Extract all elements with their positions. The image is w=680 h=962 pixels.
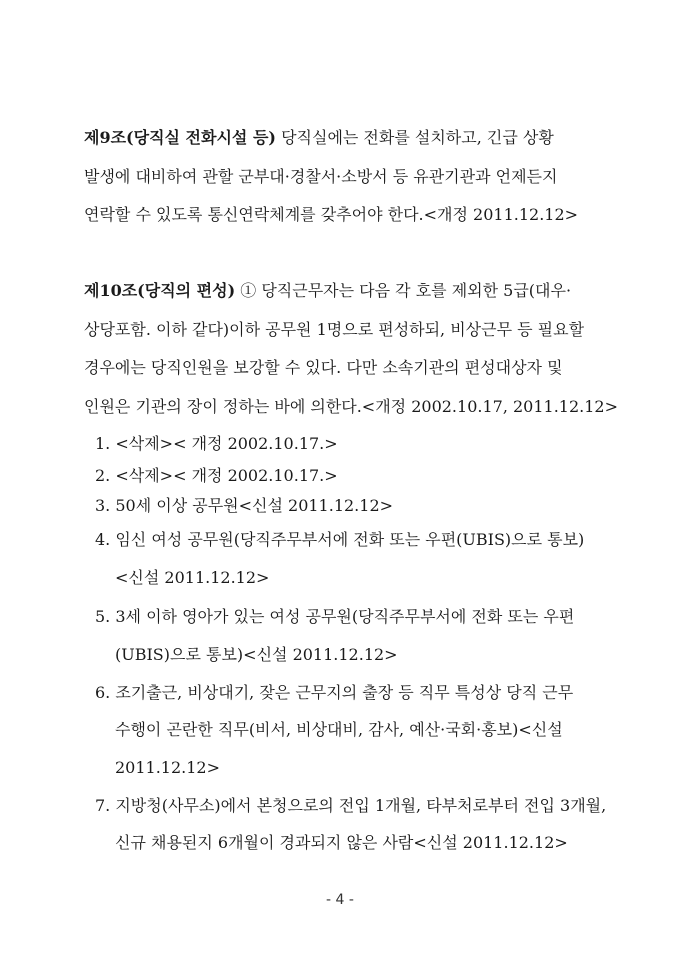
- page-number: - 4 -: [326, 892, 354, 908]
- article10-line-3: 경우에는 당직인원을 보강할 수 있다. 다만 소속기관의 편성대상자 및: [84, 358, 563, 377]
- article9-line-1: [84, 128, 554, 148]
- list-item-7-cont: 신규 채용된지 6개월이 경과되지 않은 사람<신설 2011.12.12>: [115, 833, 568, 852]
- article10-heading: 제10조(당직의 편성): [84, 281, 236, 300]
- article10-line-1: [84, 281, 571, 301]
- list-item-2: 2. <삭제>< 개정 2002.10.17.>: [95, 466, 338, 485]
- list-item-6-cont-2: 2011.12.12>: [115, 758, 221, 777]
- article9-line1-rest: 당직실에는 전화를 설치하고, 긴급 상황: [275, 128, 554, 147]
- list-item-6-cont-1: 수행이 곤란한 직무(비서, 비상대비, 감사, 예산·국회·홍보)<신설: [115, 720, 563, 739]
- list-item-3: 3. 50세 이상 공무원<신설 2011.12.12>: [95, 496, 394, 515]
- list-item-7: 7. 지방청(사무소)에서 본청으로의 전입 1개월, 타부처로부터 전입 3개월,: [95, 796, 607, 815]
- list-item-5-cont: (UBIS)으로 통보)<신설 2011.12.12>: [115, 645, 398, 664]
- article9-line-2: 발생에 대비하여 관할 군부대·경찰서·소방서 등 유관기관과 언제든지: [84, 167, 558, 186]
- list-item-6: 6. 조기출근, 비상대기, 잦은 근무지의 출장 등 직무 특성상 당직 근무: [95, 683, 574, 702]
- article9-heading: 제9조(당직실 전화시설 등): [84, 128, 276, 147]
- list-item-4: 4. 임신 여성 공무원(당직주무부서에 전화 또는 우편(UBIS)으로 통보): [95, 530, 585, 549]
- article10-line-4: 인원은 기관의 장이 정하는 바에 의한다.<개정 2002.10.17, 2011.12.12>: [84, 397, 619, 416]
- article10-line-2: 상당포함. 이하 같다)이하 공무원 1명으로 편성하되, 비상근무 등 필요할: [84, 320, 585, 339]
- article10-line1-rest: ① 당직근무자는 다음 각 호를 제외한 5급(대우·: [235, 281, 572, 300]
- list-item-5: 5. 3세 이하 영아가 있는 여성 공무원(당직주무부서에 전화 또는 우편: [95, 607, 575, 626]
- article9-line-3: 연락할 수 있도록 통신연락체계를 갖추어야 한다.<개정 2011.12.12>: [84, 205, 579, 224]
- list-item-1: 1. <삭제>< 개정 2002.10.17.>: [95, 434, 338, 453]
- list-item-4-cont: <신설 2011.12.12>: [115, 568, 270, 587]
